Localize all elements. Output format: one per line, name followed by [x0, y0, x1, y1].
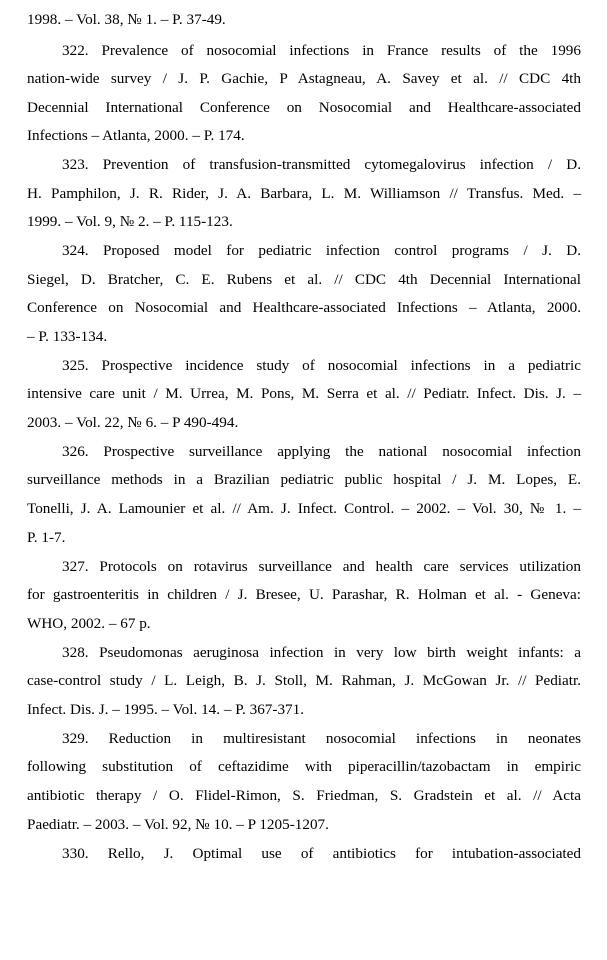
text-line: case-control study / L. Leigh, B. J. Stoll, M. Rahman, J. McGowan Jr. // Pediatr.	[27, 672, 581, 689]
text-line: following substitution of ceftazidime with piperacillin/tazobactam in empiric	[27, 758, 581, 775]
text-line: 2003. – Vol. 22, № 6. – P 490-494.	[27, 414, 239, 431]
text-line: Siegel, D. Bratcher, C. E. Rubens et al. // CDC 4th Decennial International	[27, 271, 581, 288]
text-line: nation-wide survey / J. P. Gachie, P Astagneau, A. Savey et al. // CDC 4th	[27, 70, 581, 87]
text-line: 323. Prevention of transfusion-transmitted cytomegalovirus infection / D.	[62, 156, 581, 173]
text-line: 326. Prospective surveillance applying the national nosocomial infection	[62, 443, 581, 460]
text-line: 328. Pseudomonas aeruginosa infection in very low birth weight infants: a	[62, 644, 581, 661]
text-line: 327. Protocols on rotavirus surveillance and health care services utilization	[62, 558, 581, 575]
text-line: H. Pamphilon, J. R. Rider, J. A. Barbara, L. M. Williamson // Transfus. Med. –	[27, 185, 581, 202]
text-line: Paediatr. – 2003. – Vol. 92, № 10. – P 1205-1207.	[27, 816, 329, 833]
text-line: intensive care unit / M. Urrea, M. Pons, M. Serra et al. // Pediatr. Infect. Dis. J. –	[27, 385, 581, 402]
text-line: 324. Proposed model for pediatric infection control programs / J. D.	[62, 242, 581, 259]
text-line: Conference on Nosocomial and Healthcare-associated Infections – Atlanta, 2000.	[27, 299, 581, 316]
text-line: Infect. Dis. J. – 1995. – Vol. 14. – P. 367-371.	[27, 701, 305, 718]
text-line: 329. Reduction in multiresistant nosocomial infections in neonates	[62, 730, 581, 747]
text-line: surveillance methods in a Brazilian pediatric public hospital / J. M. Lopes, E.	[27, 471, 581, 488]
text-line: – P. 133-134.	[27, 328, 108, 345]
text-line: antibiotic therapy / O. Flidel-Rimon, S. Friedman, S. Gradstein et al. // Acta	[27, 787, 581, 804]
text-line: 1999. – Vol. 9, № 2. – P. 115-123.	[27, 213, 233, 230]
text-line: 330. Rello, J. Optimal use of antibiotics for intubation-associated	[62, 845, 581, 862]
text-line: Decennial International Conference on Nosocomial and Healthcare-associated	[27, 99, 581, 116]
text-line: for gastroenteritis in children / J. Bresee, U. Parashar, R. Holman et al. - Geneva:	[27, 586, 581, 603]
text-line: P. 1-7.	[27, 529, 66, 546]
text-line: 322. Prevalence of nosocomial infections in France results of the 1996	[62, 42, 581, 59]
text-line: WHO, 2002. – 67 p.	[27, 615, 151, 632]
text-line: Tonelli, J. A. Lamounier et al. // Am. J. Infect. Control. – 2002. – Vol. 30, № 1. –	[27, 500, 581, 517]
text-line: 1998. – Vol. 38, № 1. – P. 37-49.	[27, 11, 226, 28]
text-line: Infections – Atlanta, 2000. – P. 174.	[27, 127, 245, 144]
text-line: 325. Prospective incidence study of nosocomial infections in a pediatric	[62, 357, 581, 374]
